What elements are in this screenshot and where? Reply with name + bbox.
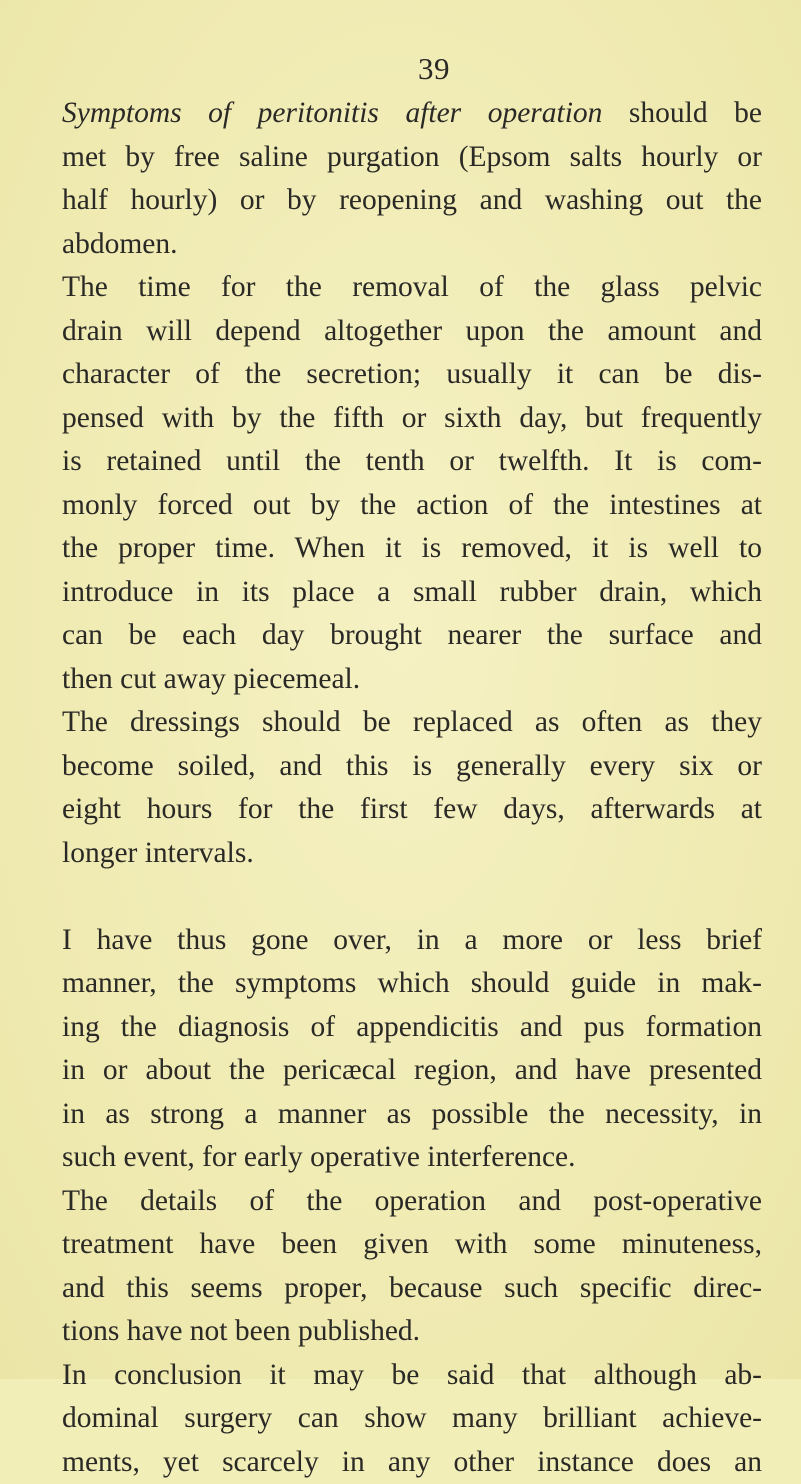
text-line: met by free saline purgation (Epsom salts hourly or (62, 136, 762, 180)
paragraph-details (62, 1180, 762, 1354)
paragraph-drain-removal (62, 266, 762, 701)
paragraph-summary (62, 919, 762, 1180)
text-line: The details of the operation and post-operative (62, 1180, 762, 1224)
paragraph-peritonitis (62, 92, 762, 266)
text-line: manner, the symptoms which should guide in mak- (62, 962, 762, 1006)
text-line: half hourly) or by reopening and washing out the (62, 179, 762, 223)
text-line: Symptoms of peritonitis after operation should be (62, 92, 762, 136)
text-line: pensed with by the fifth or sixth day, but frequently (62, 397, 762, 441)
text-line: longer intervals. (62, 832, 762, 876)
italic-heading: Symptoms of peritonitis after operation (62, 97, 602, 129)
text-line: The dressings should be replaced as often as they (62, 701, 762, 745)
text-line: I have thus gone over, in a more or less brief (62, 919, 762, 963)
text-line: in as strong a manner as possible the necessity, in (62, 1093, 762, 1137)
paragraph-gap (62, 875, 762, 919)
text-line: such event, for early operative interference. (62, 1136, 762, 1180)
text-line: abdomen. (62, 223, 762, 267)
text-line: In conclusion it may be said that although ab- (62, 1354, 762, 1398)
text-line: dominal surgery can show many brilliant achieve- (62, 1397, 762, 1441)
text-line: is retained until the tenth or twelfth. It is com- (62, 440, 762, 484)
text-line: drain will depend altogether upon the amount and (62, 310, 762, 354)
text-line: monly forced out by the action of the intestines at (62, 484, 762, 528)
paragraph-conclusion (62, 1354, 762, 1484)
text-line: introduce in its place a small rubber drain, which (62, 571, 762, 615)
text-line: eight hours for the first few days, afterwards at (62, 788, 762, 832)
body-text (62, 92, 762, 1484)
text-line: and this seems proper, because such specific direc- (62, 1267, 762, 1311)
text-line: treatment have been given with some minuteness, (62, 1223, 762, 1267)
text-line: ing the diagnosis of appendicitis and pus formation (62, 1006, 762, 1050)
text-line: then cut away piecemeal. (62, 658, 762, 702)
text-line: the proper time. When it is removed, it is well to (62, 527, 762, 571)
text-line: become soiled, and this is generally every six or (62, 745, 762, 789)
text-line: in or about the pericæcal region, and have presented (62, 1049, 762, 1093)
text-line: character of the secretion; usually it can be dis- (62, 353, 762, 397)
text-line: can be each day brought nearer the surface and (62, 614, 762, 658)
text-line: tions have not been published. (62, 1310, 762, 1354)
text-line: The time for the removal of the glass pelvic (62, 266, 762, 310)
page-number: 39 (418, 49, 450, 89)
paragraph-dressings (62, 701, 762, 875)
text-line: ments, yet scarcely in any other instance does an (62, 1441, 762, 1484)
